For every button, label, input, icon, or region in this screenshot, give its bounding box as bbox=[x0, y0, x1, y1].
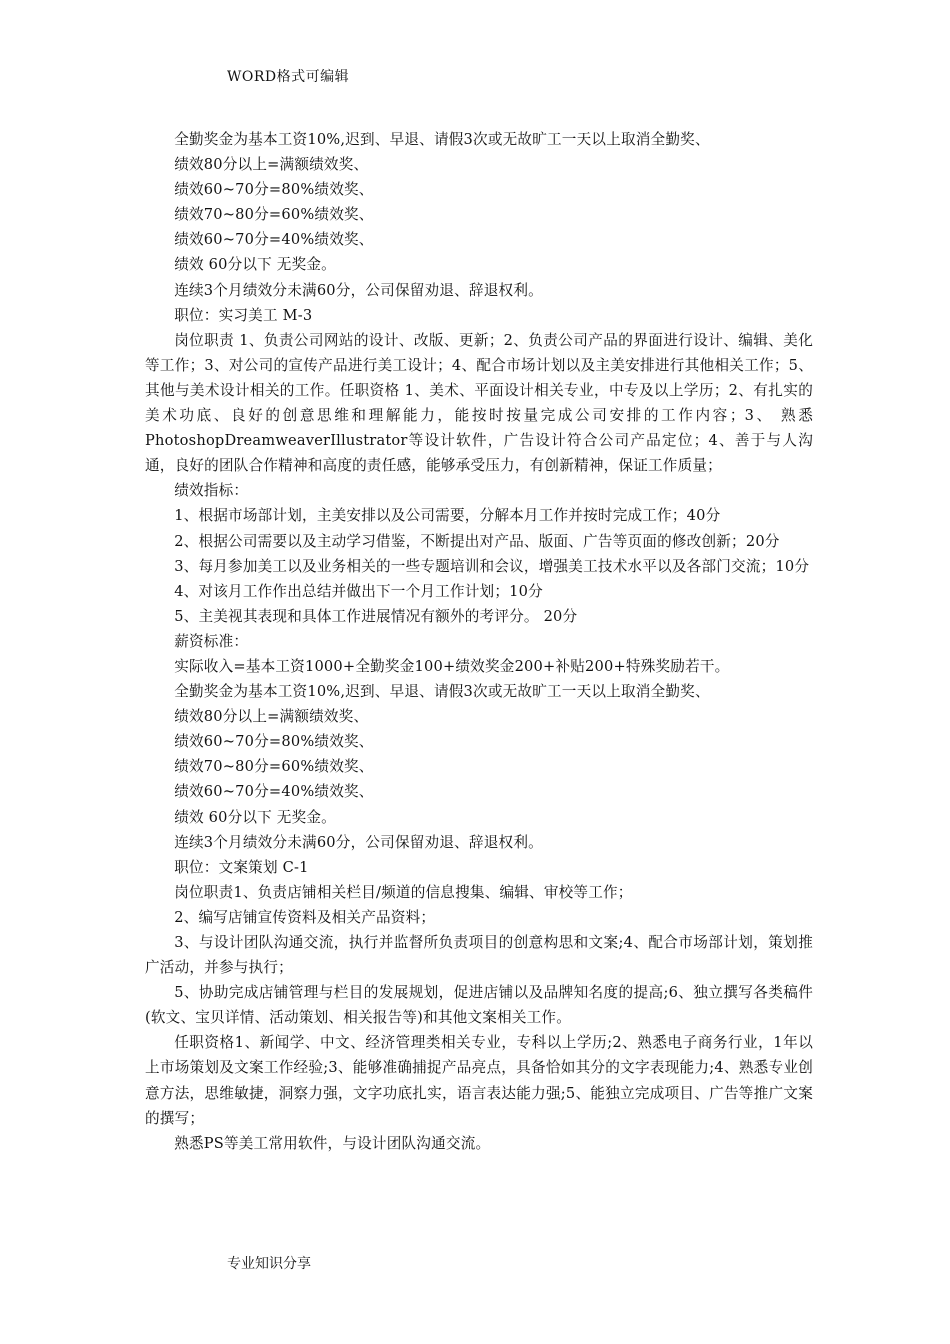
paragraph: 绩效 60分以下 无奖金。 bbox=[174, 808, 336, 826]
list-item: 2、根据公司需要以及主动学习借鉴，不断提出对产品、版面、广告等页面的修改创新；20分 bbox=[174, 532, 780, 550]
paragraph: 实际收入=基本工资1000+全勤奖金100+绩效奖金200+补贴200+特殊奖励若干。 bbox=[174, 657, 730, 675]
paragraph: 全勤奖金为基本工资10%,迟到、早退、请假3次或无故旷工一天以上取消全勤奖、 bbox=[174, 131, 710, 148]
paragraph: 绩效 60分以下 无奖金。 bbox=[174, 256, 336, 274]
list-item: 5、主美视其表现和具体工作进展情况有额外的考评分。 20分 bbox=[174, 607, 578, 625]
paragraph: 绩效60~70分=40%绩效奖、 bbox=[174, 783, 374, 801]
paragraph: 绩效60~70分=80%绩效奖、 bbox=[174, 181, 374, 199]
page-footer: 专业知识分享 bbox=[227, 1256, 311, 1272]
paragraph: 岗位职责1、负责店铺相关栏目/频道的信息搜集、编辑、审校等工作； bbox=[174, 883, 633, 901]
paragraph: 绩效80分以上=满额绩效奖、 bbox=[174, 708, 369, 726]
paragraph: 连续3个月绩效分未满60分，公司保留劝退、辞退权利。 bbox=[174, 281, 543, 299]
paragraph: 绩效70~80分=60%绩效奖、 bbox=[174, 758, 374, 776]
paragraph: 绩效70~80分=60%绩效奖、 bbox=[174, 206, 374, 224]
paragraph: 3、与设计团队沟通交流，执行并监督所负责项目的创意构思和文案;4、配合市场部计划，策划推广活动，并参与执行； bbox=[145, 934, 813, 977]
page-header: WORD格式可编辑 bbox=[227, 69, 350, 85]
paragraph: 绩效60~70分=80%绩效奖、 bbox=[174, 733, 374, 751]
paragraph: 岗位职责 1、负责公司网站的设计、改版、更新；2、负责公司产品的界面进行设计、编辑、美化等工作；3、对公司的宣传产品进行美工设计；4、配合市场计划以及主美安排进行其他相关工作；5、其他与美术设计相关的工作。任职资格 1、美术、平面设计相关专业，中专及以上学历；2、有扎实的美术功底、良好的创意思维和理解能力，能按时按量完成公司安排的工作内容；3、 熟悉PhotoshopDreamweaverIllustrator等设计软件，广告设计符合公司产品定位；4、善于与人沟通，良好的团队合作精神和高度的责任感，能够承受压力，有创新精神，保证工作质量； bbox=[145, 331, 813, 475]
paragraph: 熟悉PS等美工常用软件，与设计团队沟通交流。 bbox=[174, 1134, 491, 1152]
paragraph: 全勤奖金为基本工资10%,迟到、早退、请假3次或无故旷工一天以上取消全勤奖、 bbox=[174, 683, 710, 701]
list-item: 4、对该月工作作出总结并做出下一个月工作计划；10分 bbox=[174, 582, 543, 600]
paragraph: 绩效80分以上=满额绩效奖、 bbox=[174, 156, 369, 174]
paragraph: 2、编写店铺宣传资料及相关产品资料； bbox=[174, 908, 436, 926]
section-heading: 职位：实习美工 M-3 bbox=[174, 306, 313, 324]
paragraph: 5、协助完成店铺管理与栏目的发展规划，促进店铺以及品牌知名度的提高;6、独立撰写各类稿件(软文、宝贝详情、活动策划、相关报告等)和其他文案相关工作。 bbox=[145, 984, 813, 1027]
paragraph: 任职资格1、新闻学、中文、经济管理类相关专业，专科以上学历;2、熟悉电子商务行业，1年以上市场策划及文案工作经验;3、能够准确捕捉产品亮点，具备恰如其分的文字表现能力;4、熟悉专业创意方法，思维敏捷，洞察力强，文字功底扎实，语言表达能力强;5、能独立完成项目、广告等推广文案的撰写； bbox=[145, 1034, 813, 1127]
paragraph: 连续3个月绩效分未满60分，公司保留劝退、辞退权利。 bbox=[174, 833, 543, 851]
list-item: 3、每月参加美工以及业务相关的一些专题培训和会议，增强美工技术水平以及各部门交流；10分 bbox=[174, 557, 810, 575]
section-heading: 职位：文案策划 C-1 bbox=[174, 858, 309, 876]
section-heading: 薪资标准： bbox=[174, 632, 249, 650]
section-heading: 绩效指标： bbox=[174, 482, 249, 500]
paragraph: 绩效60~70分=40%绩效奖、 bbox=[174, 231, 374, 249]
document-body bbox=[145, 127, 813, 1156]
list-item: 1、根据市场部计划，主美安排以及公司需要，分解本月工作并按时完成工作；40分 bbox=[174, 507, 721, 525]
